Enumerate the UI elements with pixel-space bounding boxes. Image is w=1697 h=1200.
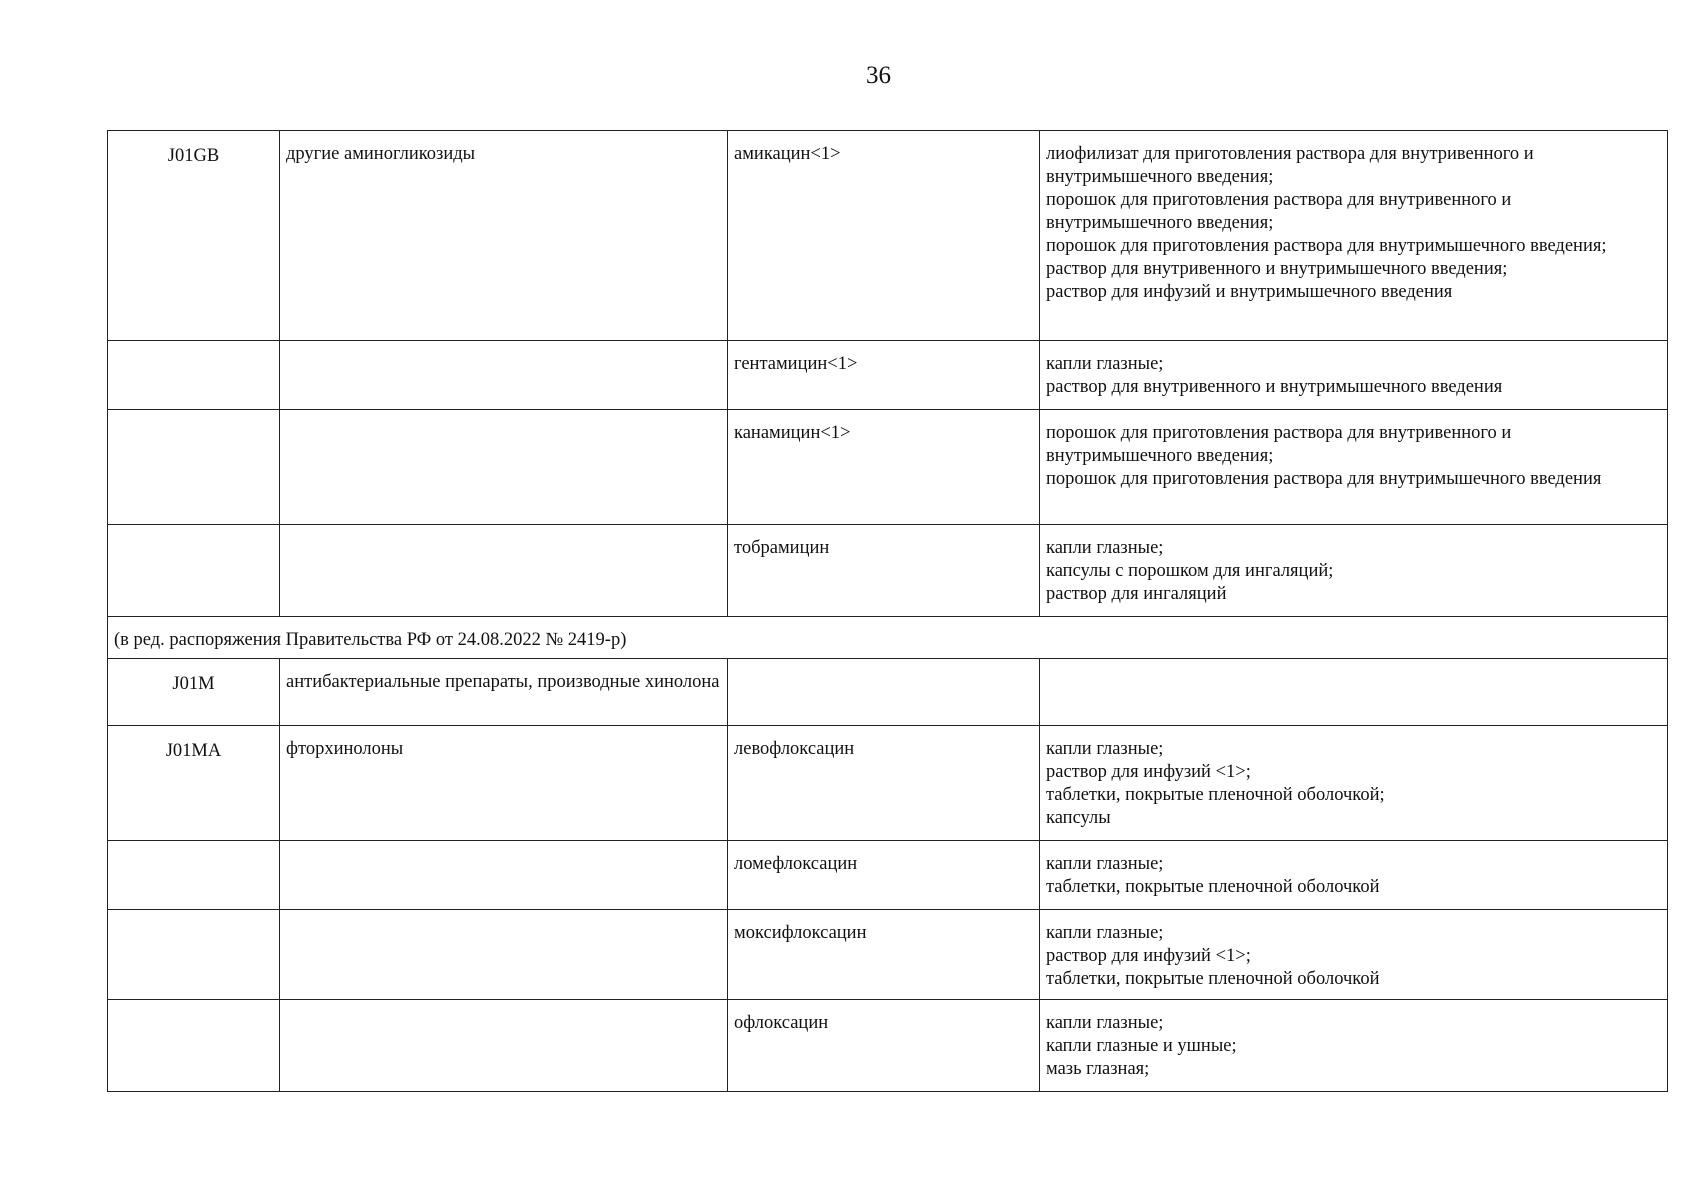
dosage-form-line: капли глазные; [1046,739,1164,759]
pharmacological-group [280,410,728,525]
table-row [108,410,1668,525]
table-row [108,910,1668,1000]
atc-code-cell [108,131,280,341]
atc-code-cell [108,410,280,525]
dosage-form-line: раствор для инфузий <1>; [1046,946,1251,966]
amendment-note-row [108,617,1668,659]
dosage-form-line: порошок для приготовления раствора для внутривенного и внутримышечного введения; [1046,423,1512,466]
dosage-forms [1040,841,1668,910]
dosage-form-line: порошок для приготовления раствора для внутримышечного введения [1046,469,1602,489]
drug-name: моксифлоксацин [728,910,1040,1000]
pharmacological-group [280,841,728,910]
pharmacological-group: антибактериальные препараты, производные хинолона [280,659,728,726]
drug-name [728,659,1040,726]
pharmacological-group [280,525,728,617]
dosage-forms [1040,410,1668,525]
atc-code-cell [108,726,280,841]
atc-code: J01M [172,674,215,694]
dosage-form-line: раствор для инфузий и внутримышечного введения [1046,282,1453,302]
dosage-forms [1040,726,1668,841]
drug-name: канамицин<1> [728,410,1040,525]
dosage-form-line: таблетки, покрытые пленочной оболочкой [1046,969,1380,989]
dosage-form-line: таблетки, покрытые пленочной оболочкой; [1046,785,1385,805]
dosage-forms [1040,659,1668,726]
dosage-form-line: капли глазные и ушные; [1046,1036,1237,1056]
dosage-form-line: таблетки, покрытые пленочной оболочкой [1046,877,1380,897]
dosage-form-line: капли глазные; [1046,538,1164,558]
table-row [108,659,1668,726]
table-body [108,131,1668,1092]
dosage-form-line: раствор для внутривенного и внутримышечного введения [1046,377,1503,397]
table-row [108,131,1668,341]
pharmacological-group: фторхинолоны [280,726,728,841]
pharmacological-group: другие аминогликозиды [280,131,728,341]
atc-code: J01GB [167,146,220,166]
table-row [108,525,1668,617]
dosage-form-line: раствор для внутривенного и внутримышечного введения; [1046,259,1508,279]
pharmacological-group [280,1000,728,1092]
pharmacological-group [280,341,728,410]
dosage-forms [1040,525,1668,617]
dosage-form-line: капли глазные; [1046,354,1164,374]
amendment-note: (в ред. распоряжения Правительства РФ от 24.08.2022 № 2419-р) [108,617,1668,659]
dosage-form-line: капли глазные; [1046,1013,1164,1033]
dosage-form-line: порошок для приготовления раствора для внутривенного и внутримышечного введения; [1046,190,1512,233]
dosage-form-line: раствор для инфузий <1>; [1046,762,1251,782]
dosage-forms [1040,1000,1668,1092]
dosage-forms [1040,910,1668,1000]
dosage-forms [1040,131,1668,341]
table-row [108,841,1668,910]
dosage-form-line: капсулы с порошком для ингаляций; [1046,561,1334,581]
page-number: 36 [866,62,891,89]
atc-code-cell [108,1000,280,1092]
atc-code-cell [108,525,280,617]
atc-code: J01MA [165,741,222,761]
dosage-form-line: лиофилизат для приготовления раствора для внутривенного и внутримышечного введения; [1046,144,1534,187]
table-row [108,341,1668,410]
dosage-form-line: мазь глазная; [1046,1059,1150,1079]
atc-code-cell [108,841,280,910]
dosage-forms [1040,341,1668,410]
dosage-form-line: порошок для приготовления раствора для внутримышечного введения; [1046,236,1607,256]
dosage-form-line: капли глазные; [1046,923,1164,943]
dosage-form-line: капсулы [1046,808,1111,828]
drug-name: левофлоксацин [728,726,1040,841]
dosage-form-line: раствор для ингаляций [1046,584,1227,604]
table-row [108,1000,1668,1092]
drug-table [107,130,1668,1092]
dosage-form-line: капли глазные; [1046,854,1164,874]
drug-name: офлоксацин [728,1000,1040,1092]
drug-name: ломефлоксацин [728,841,1040,910]
atc-code-cell [108,659,280,726]
drug-name: гентамицин<1> [728,341,1040,410]
drug-name: амикацин<1> [728,131,1040,341]
drug-name: тобрамицин [728,525,1040,617]
table-row [108,726,1668,841]
pharmacological-group [280,910,728,1000]
atc-code-cell [108,341,280,410]
atc-code-cell [108,910,280,1000]
